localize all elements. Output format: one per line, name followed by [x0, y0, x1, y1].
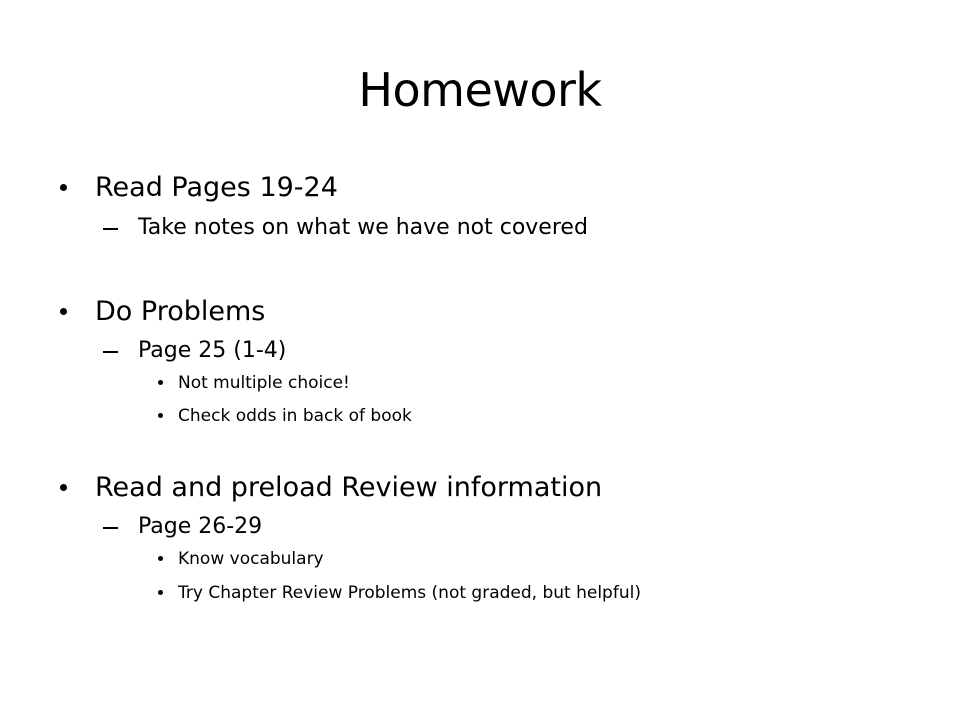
bullet-icon [60, 484, 67, 491]
bullet-icon [60, 184, 67, 191]
bullet-icon [158, 413, 163, 418]
bullet-level1-do-problems: Do Problems [95, 296, 266, 327]
bullet-level1-read-preload: Read and preload Review information [95, 472, 603, 503]
bullet-level2-take-notes: Take notes on what we have not covered [138, 215, 588, 240]
dash-icon [103, 228, 118, 230]
dash-icon [103, 351, 118, 353]
bullet-icon [60, 308, 67, 315]
dash-icon [103, 527, 118, 529]
bullet-level2-page-25: Page 25 (1-4) [138, 338, 287, 363]
bullet-level1-read-pages: Read Pages 19-24 [95, 172, 338, 203]
bullet-level3-not-multiple-choice: Not multiple choice! [178, 373, 350, 393]
bullet-level3-know-vocabulary: Know vocabulary [178, 549, 324, 569]
bullet-level2-page-26-29: Page 26-29 [138, 514, 263, 539]
bullet-level3-chapter-review: Try Chapter Review Problems (not graded, but helpful) [178, 583, 641, 603]
bullet-icon [158, 556, 163, 561]
bullet-icon [158, 590, 163, 595]
bullet-level3-check-odds: Check odds in back of book [178, 406, 412, 426]
slide-title: Homework [358, 63, 602, 117]
bullet-icon [158, 380, 163, 385]
